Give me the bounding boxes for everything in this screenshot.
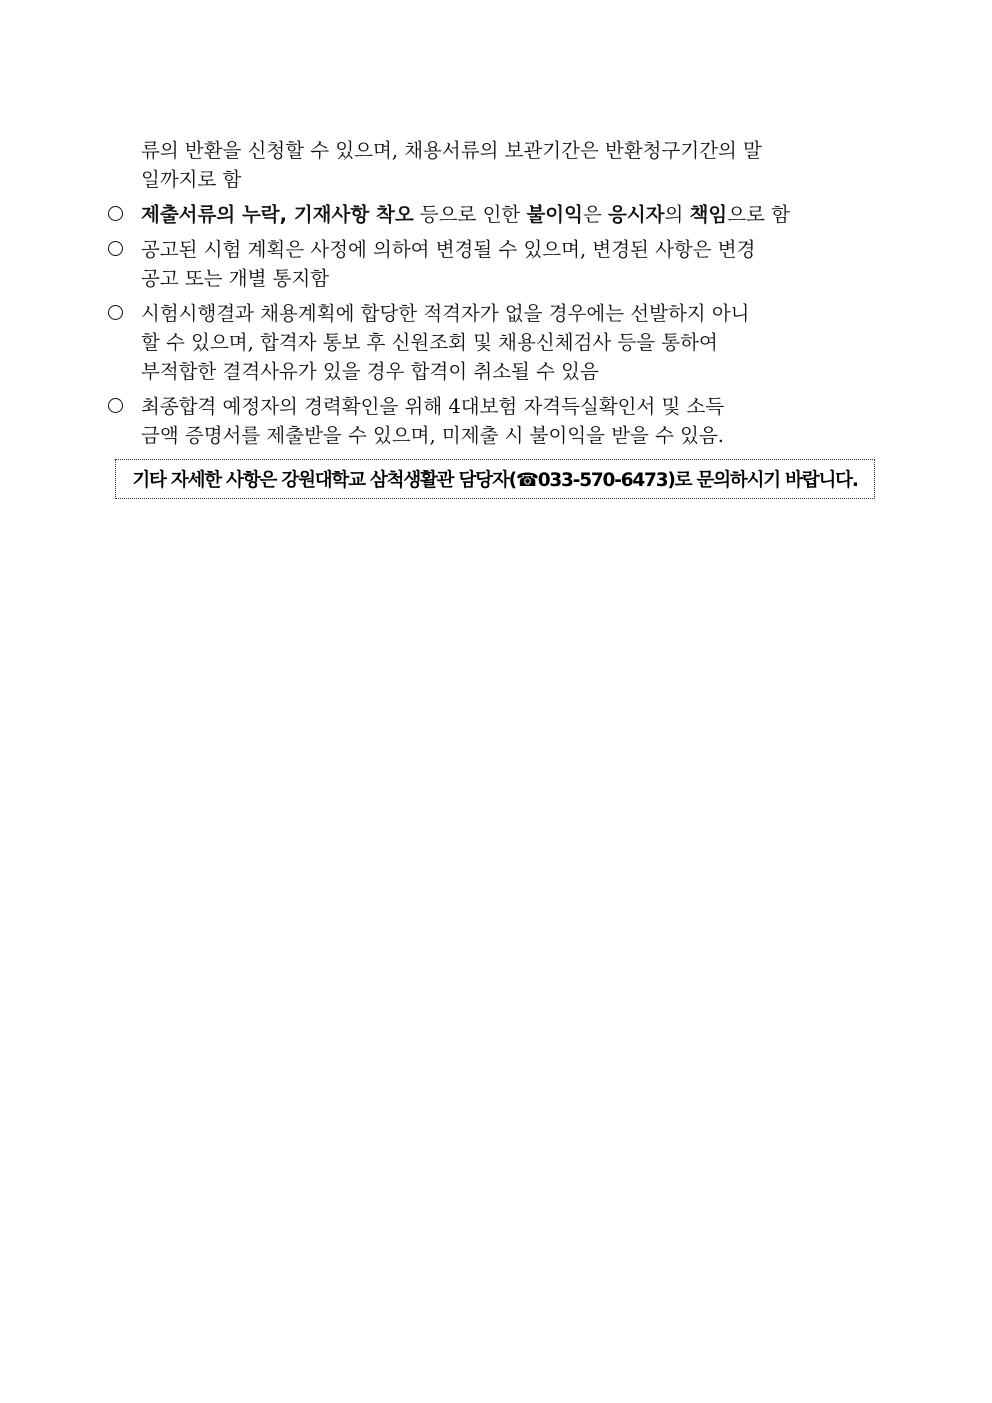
list-item-career-verification xyxy=(104,392,899,450)
continued-paragraph xyxy=(104,136,899,194)
list-item-no-qualified xyxy=(104,299,899,386)
bold-phrase: 불이익 xyxy=(526,203,583,226)
list-item-line-2: 공고 또는 개별 통지함 xyxy=(141,267,330,290)
bold-phrase: 책임 xyxy=(689,203,728,226)
list-item-text xyxy=(141,200,899,229)
list-item-line-2: 금액 증명서를 제출받을 수 있으며, 미제출 시 불이익을 받을 수 있음. xyxy=(141,424,724,447)
list-item-line-3: 부적합한 결격사유가 있을 경우 합격이 취소될 수 있음 xyxy=(141,360,599,383)
continued-line-1: 류의 반환을 신청할 수 있으며, 채용서류의 보관기간은 반환청구기간의 말 xyxy=(141,139,762,162)
plain-phrase: 의 xyxy=(664,203,690,226)
list-item-plan-change xyxy=(104,235,899,293)
list-item-submission-error xyxy=(104,200,899,229)
contact-notice-box xyxy=(115,459,875,499)
contact-notice-text: 기타 자세한 사항은 강원대학교 삼척생활관 담당자(☎033-570-6473)로 문의하시기 바랍니다. xyxy=(132,470,858,491)
bold-phrase: 응시자 xyxy=(608,203,665,226)
list-item-line-1: 공고된 시험 계획은 사정에 의하여 변경될 수 있으며, 변경된 사항은 변경 xyxy=(141,238,756,261)
bold-phrase: 제출서류의 누락, 기재사항 착오 xyxy=(141,203,414,226)
plain-phrase: 으로 함 xyxy=(727,203,790,226)
plain-phrase: 은 xyxy=(582,203,608,226)
list-item-line-1: 시험시행결과 채용계획에 합당한 적격자가 없을 경우에는 선발하지 아니 xyxy=(141,302,750,325)
notice-content xyxy=(104,136,899,456)
circle-bullet-icon xyxy=(108,398,123,413)
list-item-line-1: 최종합격 예정자의 경력확인을 위해 4대보험 자격득실확인서 및 소득 xyxy=(141,395,725,418)
circle-bullet-icon xyxy=(108,206,123,221)
list-item-line-2: 할 수 있으며, 합격자 통보 후 신원조회 및 채용신체검사 등을 통하여 xyxy=(141,331,718,354)
circle-bullet-icon xyxy=(108,241,123,256)
plain-phrase: 등으로 인한 xyxy=(413,203,527,226)
circle-bullet-icon xyxy=(108,305,123,320)
continued-line-2: 일까지로 함 xyxy=(141,168,242,191)
